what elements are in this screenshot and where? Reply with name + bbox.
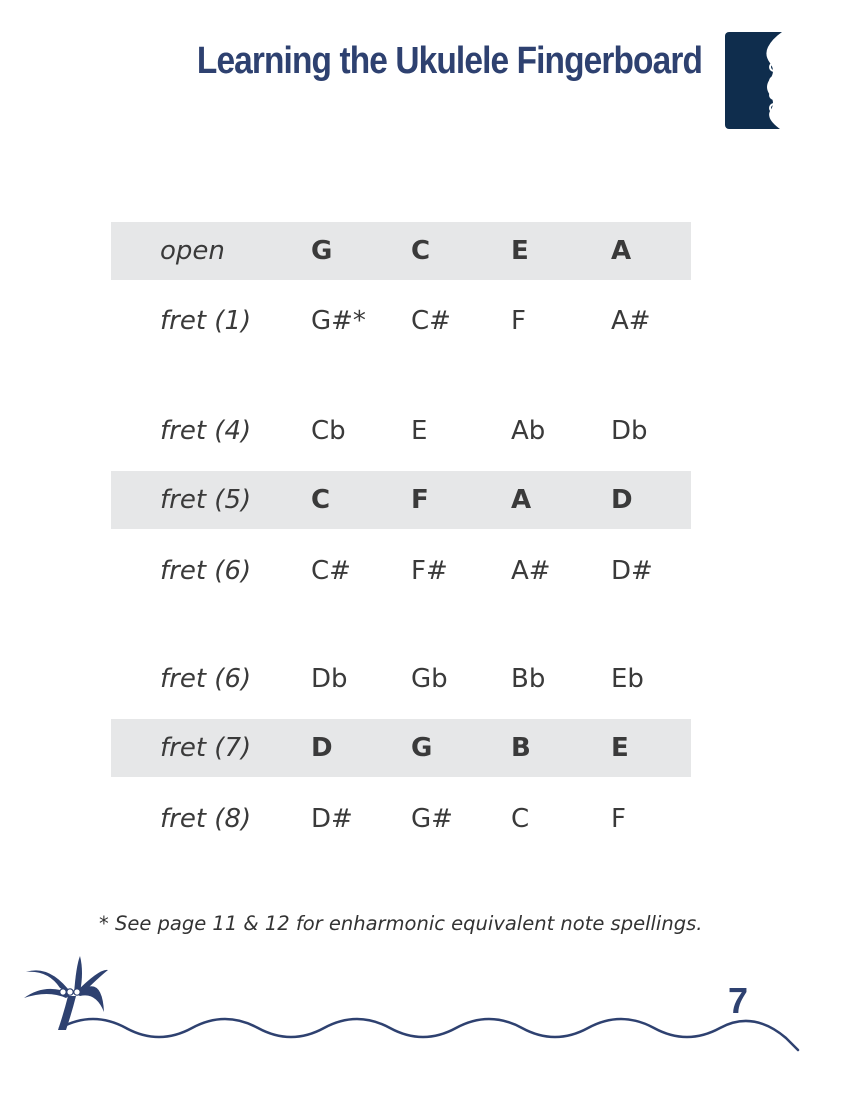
row-label: fret (5): [160, 485, 252, 515]
note-cell: E: [611, 733, 629, 763]
note-cell: G: [311, 236, 333, 266]
table-row: [111, 292, 691, 350]
note-cell: G: [411, 733, 433, 763]
footnote: * See page 11 & 12 for enharmonic equivalent note spellings.: [99, 912, 703, 935]
table-row: [111, 650, 691, 708]
note-cell: F#: [411, 556, 448, 586]
note-cell: C: [311, 485, 331, 515]
table-row: [111, 790, 691, 848]
row-label: fret (6): [160, 556, 252, 586]
note-cell: D#: [611, 556, 653, 586]
table-row: [111, 402, 691, 460]
note-cell: Cb: [311, 416, 346, 446]
note-cell: E: [411, 416, 428, 446]
note-cell: F: [511, 306, 526, 336]
note-cell: D: [611, 485, 633, 515]
note-cell: Bb: [511, 664, 546, 694]
note-cell: G#*: [311, 306, 366, 336]
note-cell: Eb: [611, 664, 644, 694]
note-cell: C#: [311, 556, 351, 586]
note-cell: F: [411, 485, 429, 515]
row-label: open: [160, 236, 225, 266]
ukulele-neck-logo-icon: [724, 31, 798, 130]
row-label: fret (6): [160, 664, 252, 694]
note-cell: F: [611, 804, 626, 834]
page-title: Learning the Ukulele Fingerboard: [196, 40, 702, 82]
row-label: fret (7): [160, 733, 252, 763]
row-label: fret (4): [160, 416, 252, 446]
note-cell: A: [611, 236, 632, 266]
note-cell: A#: [611, 306, 651, 336]
note-cell: Db: [311, 664, 348, 694]
palm-tree-wave-icon: [0, 950, 850, 1060]
note-cell: C#: [411, 306, 451, 336]
table-row: [111, 471, 691, 529]
note-cell: A: [511, 485, 532, 515]
note-cell: C: [511, 804, 530, 834]
table-row: [111, 719, 691, 777]
note-cell: C: [411, 236, 431, 266]
note-cell: B: [511, 733, 531, 763]
table-row: [111, 222, 691, 280]
row-label: fret (1): [160, 306, 252, 336]
note-cell: Ab: [511, 416, 546, 446]
table-row: [111, 542, 691, 600]
note-cell: E: [511, 236, 529, 266]
note-cell: A#: [511, 556, 551, 586]
note-cell: D: [311, 733, 333, 763]
note-cell: Db: [611, 416, 648, 446]
row-label: fret (8): [160, 804, 252, 834]
note-cell: G#: [411, 804, 453, 834]
note-cell: D#: [311, 804, 353, 834]
note-cell: Gb: [411, 664, 448, 694]
page-number: 7: [728, 980, 749, 1021]
